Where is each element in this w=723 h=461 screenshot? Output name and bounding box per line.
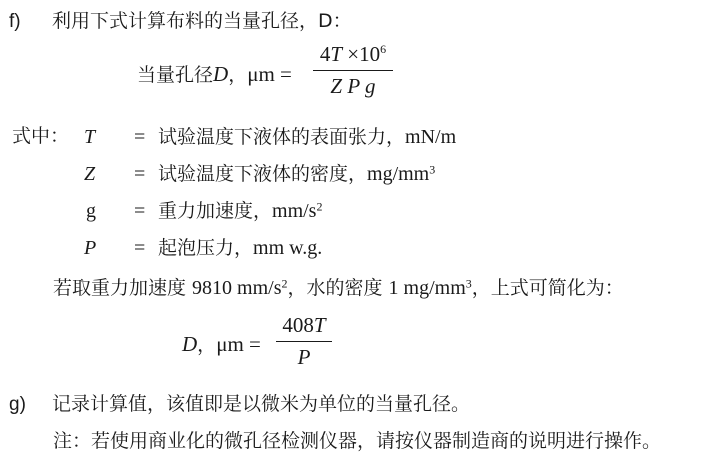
formula1-fraction-bar (313, 70, 393, 71)
formula1-lhs-comma: ， (228, 64, 248, 86)
formula1-lhs-cjk: 当量孔径 (137, 64, 214, 86)
where-row-eq: = (134, 200, 146, 222)
simplify-text: 若取重力加速度 9810 $mm/s^2$，水的密度 1 $mg/mm^3$，上式可简化为： (53, 276, 624, 299)
formula2-lhs-var: D (182, 332, 198, 356)
where-row-eq: = (134, 126, 146, 148)
formula2-fraction-bar (276, 341, 332, 342)
where-row-desc: 试验温度下液体的密度，$mg/mm^3$ (158, 162, 436, 185)
formula1-lhs-var: D (213, 62, 229, 86)
formula2-fraction (276, 315, 332, 368)
note-text: 注：若使用商业化的微孔径检测仪器，请按仪器制造商的说明进行操作。 (53, 430, 662, 452)
item-g-text: 记录计算值，该值即是以微米为单位的当量孔径。 (52, 393, 471, 415)
item-f-label: f) (9, 11, 21, 32)
formula1-fraction (313, 44, 393, 97)
formula1-numerator: $4T \times 10^6$ (319, 42, 387, 66)
item-f-text: 利用下式计算布料的当量孔径，D： (52, 10, 352, 32)
formula2-denominator: P (297, 345, 311, 370)
where-row-symbol: P (84, 237, 97, 259)
formula2-numerator: 408T (282, 313, 326, 337)
formula2-lhs-unit: μm = (216, 332, 261, 356)
item-g-label: g) (9, 394, 26, 415)
where-row-symbol: T (84, 126, 96, 148)
where-row-eq: = (134, 163, 146, 185)
formula2-lhs-comma: ， (197, 334, 217, 356)
where-row-desc: 起泡压力，mm w.g. (158, 237, 323, 259)
formula1-lhs-unit: μm = (247, 62, 292, 86)
formula1-denominator: Z P g (330, 74, 376, 99)
where-row-symbol: Z (84, 163, 96, 185)
where-row-desc: 试验温度下液体的表面张力，mN/m (158, 126, 457, 148)
where-intro: 式中： (12, 125, 70, 147)
formula2-lhs (182, 334, 261, 355)
formula1-lhs (137, 64, 292, 85)
where-row-desc: 重力加速度，$mm/s^2$ (158, 199, 323, 222)
where-row-eq: = (134, 237, 146, 259)
where-row-symbol: g (86, 200, 96, 222)
